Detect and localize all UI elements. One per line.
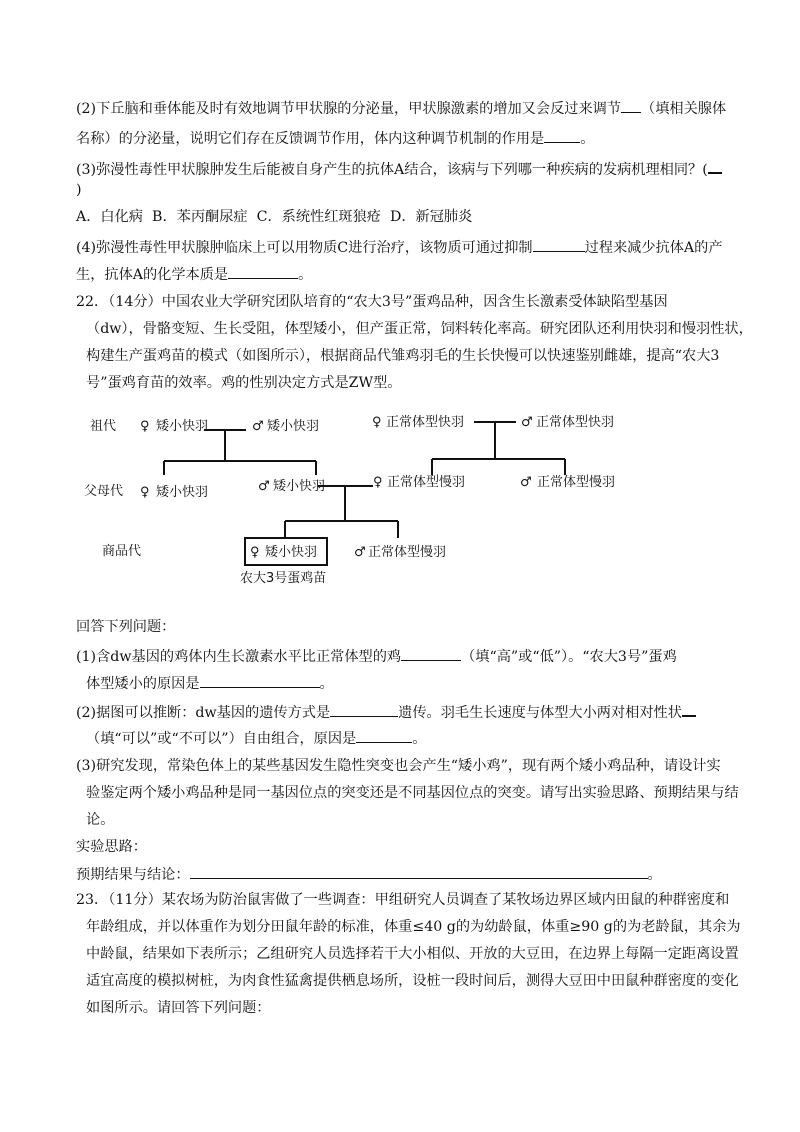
male-symbol-icon: ♂	[354, 545, 366, 560]
q22-answer-prompt: 回答下列问题：	[76, 619, 176, 635]
q21-part3-line1: (3)弥漫性毒性甲状腺肿发生后能被自身产生的抗体A结合，该病与下列哪一种疾病的发病机理相同？(	[76, 157, 722, 180]
answer-blank[interactable]	[190, 863, 648, 879]
q23-line1: 23．（11分）某农场为防治鼠害做了一些调查：甲组研究人员调查了某牧场边界区域内田鼠的种群密度和	[76, 892, 730, 908]
q22-s1-line1: (1)含dw基因的鸡体内生长激素水平比正常体型的鸡 （填“高”或“低”）。“农大3号”蛋鸡	[76, 645, 677, 667]
q22-idea-label: 实验思路：	[76, 839, 147, 855]
female-symbol-icon: ♀	[372, 415, 382, 430]
p-male-c-label: 正常体型慢羽	[537, 475, 616, 490]
g2-male-label: 正常体型快羽	[536, 415, 615, 430]
q22-s3-line3: 论。	[86, 812, 115, 828]
answer-blank[interactable]	[200, 672, 320, 688]
c-female-label: 矮小快羽	[265, 545, 318, 560]
q21-part3-options: A．白化病 B．苯丙酮尿症 C．系统性红斑狼疮 D．新冠肺炎	[76, 209, 473, 225]
q23-line3: 中龄鼠，结果如下表所示；乙组研究人员选择若干大小相似、开放的大豆田，在边界上每隔一定距离设置	[86, 946, 739, 962]
g2-female-label: 正常体型快羽	[386, 415, 465, 430]
q22-s2-line2: （填“可以”或“不可以”）自由组合，原因是 。	[86, 727, 426, 749]
q22-intro-line4: 号”蛋鸡育苗的效率。鸡的性别决定方式是ZW型。	[86, 375, 402, 391]
q21-part4-line1: (4)弥漫性毒性甲状腺肿临床上可以用物质C进行治疗，该物质可通过抑制 过程来减少抗体A的产	[76, 236, 723, 258]
answer-blank[interactable]	[544, 127, 580, 143]
answer-blank[interactable]	[682, 700, 696, 717]
female-symbol-icon: ♀	[373, 475, 383, 490]
gen-label-grandparent: 祖代	[90, 419, 117, 434]
q21-part3-line2: )	[76, 182, 82, 198]
breeding-diagram	[0, 395, 800, 595]
q22-s3-line2: 验鉴定两个矮小鸡品种是同一基因位点的突变还是不同基因位点的突变。请写出实验思路、预期结果与结	[86, 785, 739, 801]
answer-blank[interactable]	[401, 645, 461, 661]
q22-result-line: 预期结果与结论： 。	[76, 863, 662, 885]
answer-blank[interactable]	[356, 727, 412, 743]
g1-male-label: 矮小快羽	[267, 419, 320, 434]
q22-s1-line2: 体型矮小的原因是 。	[86, 672, 334, 694]
answer-blank[interactable]	[708, 157, 722, 174]
female-symbol-icon: ♀	[140, 485, 150, 500]
female-symbol-icon: ♀	[140, 419, 150, 434]
q21-part4-line2: 生，抗体A的化学本质是 。	[76, 263, 312, 285]
g1-female-label: 矮小快羽	[156, 419, 209, 434]
q23-line2: 年龄组成，并以体重作为划分田鼠年龄的标准，体重≤40 g的为幼龄鼠，体重≥90 g的为老龄鼠，其余为	[86, 919, 741, 935]
q22-intro-line2: （dw），骨骼变短、生长受阻，体型矮小，但产蛋正常，饲料转化率高。研究团队还利用快羽和慢羽性状，	[86, 321, 753, 337]
female-symbol-icon: ♀	[250, 545, 260, 560]
diagram-lines	[164, 422, 565, 538]
p-male-b-label: 正常体型慢羽	[387, 475, 466, 490]
male-symbol-icon: ♂	[520, 475, 532, 490]
q21-part2-line2: 名称）的分泌量，说明它们存在反馈调节作用，体内这种调节机制的作用是 。	[76, 127, 594, 149]
gen-label-parent: 父母代	[84, 484, 124, 499]
q23-line5: 如图所示。请回答下列问题：	[86, 1000, 271, 1016]
gen-label-commercial: 商品代	[102, 544, 142, 559]
answer-blank[interactable]	[621, 97, 641, 113]
q22-intro-line1: 22．（14分）中国农业大学研究团队培育的“农大3号”蛋鸡品种，因含生长激素受体缺陷型基因	[76, 294, 668, 310]
male-symbol-icon: ♂	[258, 479, 270, 494]
p-female-label: 矮小快羽	[156, 485, 209, 500]
q22-s3-line1: (3)研究发现，常染色体上的某些基因发生隐性突变也会产生“矮小鸡”，现有两个矮小鸡品种，请设计实	[76, 758, 721, 774]
answer-blank[interactable]	[330, 701, 398, 717]
q22-s2-line1: (2)据图可以推断：dw基因的遗传方式是 遗传。羽毛生长速度与体型大小两对相对性状	[76, 700, 696, 723]
male-symbol-icon: ♂	[252, 419, 264, 434]
answer-blank[interactable]	[228, 263, 298, 279]
q23-line4: 适宜高度的模拟树桩，为肉食性猛禽提供栖息场所，设桩一段时间后，测得大豆田中田鼠种群密度的变化	[86, 973, 739, 989]
answer-blank[interactable]	[533, 236, 585, 252]
q21-part2-line1: (2)下丘脑和垂体能及时有效地调节甲状腺的分泌量，甲状腺激素的增加又会反过来调节 （填相关腺体	[76, 97, 726, 119]
product-label: 农大3号蛋鸡苗	[240, 571, 327, 586]
male-symbol-icon: ♂	[521, 415, 533, 430]
q22-intro-line3: 构建生产蛋鸡苗的模式（如图所示），根据商品代雏鸡羽毛的生长快慢可以快速鉴别雌雄，提高“农大3	[86, 348, 720, 364]
c-male-label: 正常体型慢羽	[368, 545, 447, 560]
p-male-a-label: 矮小快羽	[273, 479, 326, 494]
